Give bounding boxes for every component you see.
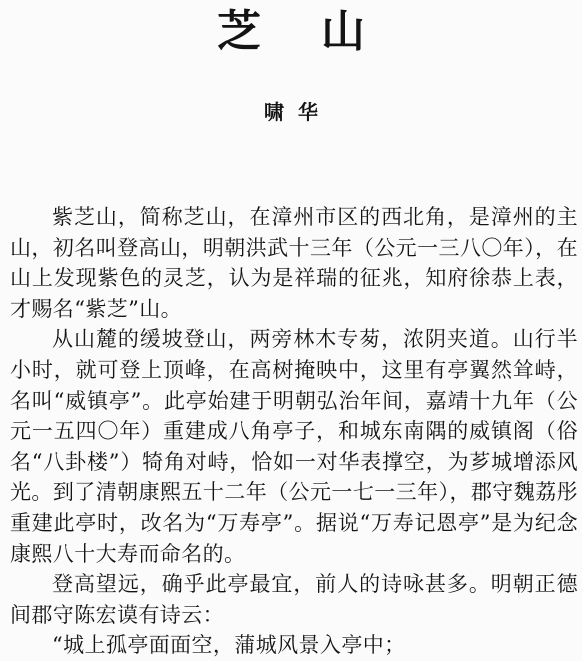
poem-line: “城上孤亭面面空，蒲城风景入亭中； xyxy=(52,633,406,658)
paragraph: 紫芝山，简称芝山，在漳州市区的西北角，是漳州的主山，初名叫登高山，明朝洪武十三年（公元一三八〇年），在山上发现紫色的灵芝，认为是祥瑞的征兆，知府徐恭上表，才赐名“紫芝”山。 xyxy=(10,205,578,321)
paragraph: 从山麓的缓坡登山，两旁林木专茐，浓阴夹道。山行半小时，就可登上顶峰，在高树掩映中，这里有亭翼然耸峙，名叫“威镇亭”。此亭始建于明朝弘治年间，嘉靖十九年（公元一五四〇年）重建成八角亭子，和城东南隅的威镇阁（俗名“八卦楼”）犄角对峙，恰如一对华表撑空，为芗城增添风光。到了清朝康熙五十二年（公元一七一三年），郡守魏荔彤重建此亭时，改名为“万寿亭”。据说“万寿记恩亭”是为纪念康熙八十大寿而命名的。 xyxy=(10,327,578,566)
article-title: 芝山 xyxy=(217,6,425,57)
article-body xyxy=(10,202,578,661)
article-author: 啸华 xyxy=(264,100,332,124)
paragraph: 登高望远，确乎此亭最宜，前人的诗咏甚多。明朝正德间郡守陈宏谟有诗云： xyxy=(10,572,578,627)
